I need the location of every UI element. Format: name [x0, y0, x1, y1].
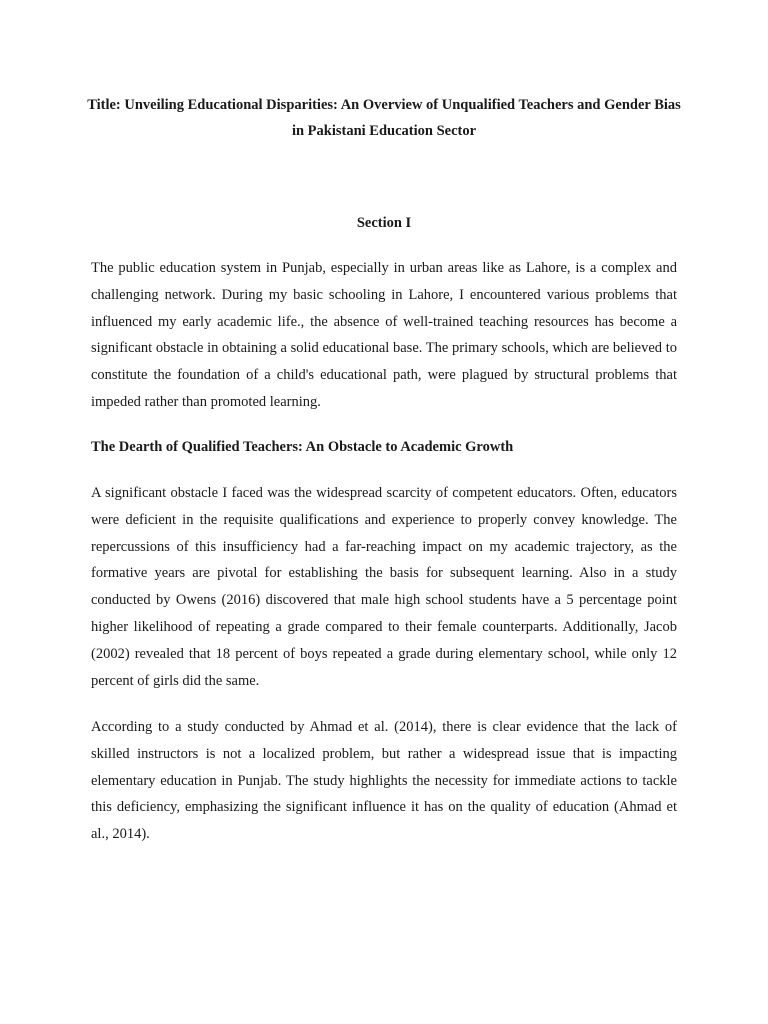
paragraph-scarcity: A significant obstacle I faced was the widespread scarcity of competent educators. Often, educators were deficient in the requisite qualifications and experience to properly convey knowledge. The repercussions of this insufficiency had a far-reaching impact on my academic trajectory, as the formative years are pivotal for establishing the basis for subsequent learning. Also in a study conducted by Owens (2016) discovered that male high school students have a 5 percentage point higher likelihood of repeating a grade compared to their female counterparts. Additionally, Jacob (2002) revealed that 18 percent of boys repeated a grade during elementary school, while only 12 percent of girls did the same.: [91, 485, 677, 689]
paragraph-ahmad-study: According to a study conducted by Ahmad et al. (2014), there is clear evidence that the lack of skilled instructors is not a localized problem, but rather a widespread issue that is impacting elementary education in Punjab. The study highlights the necessity for immediate actions to tackle this deficiency, emphasizing the significant influence it has on the quality of education (Ahmad et al., 2014).: [91, 719, 677, 843]
paragraph-intro: The public education system in Punjab, especially in urban areas like as Lahore, is a complex and challenging network. During my basic schooling in Lahore, I encountered various problems that influenced my early academic life., the absence of well-trained teaching resources has become a significant obstacle in obtaining a solid educational base. The primary schools, which are believed to constitute the foundation of a child's educational path, were plagued by structural problems that impeded rather than promoted learning.: [91, 260, 677, 410]
document-title: Title: Unveiling Educational Disparities: An Overview of Unqualified Teachers and Gender Bias in Pakistani Education Sector: [87, 97, 681, 139]
subheading-qualified-teachers: The Dearth of Qualified Teachers: An Obstacle to Academic Growth: [91, 439, 514, 455]
section-heading: Section I: [356, 215, 412, 231]
